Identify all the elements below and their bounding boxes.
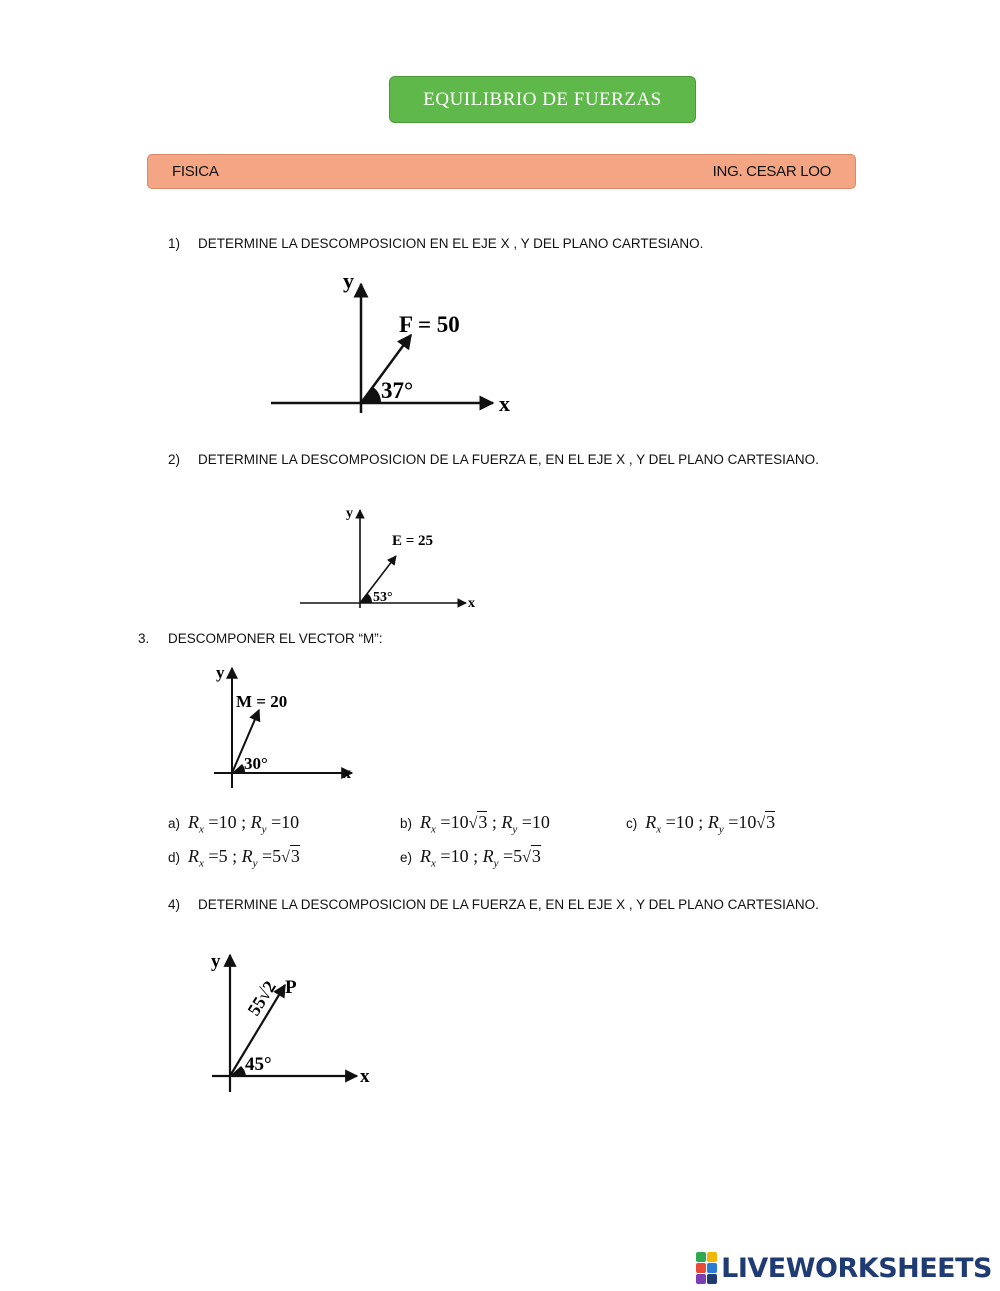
option-expression: $R_x =10$ ; $R_y =10$ <box>188 812 300 836</box>
y-axis-label: y <box>211 951 221 972</box>
option-letter: d) <box>168 850 181 866</box>
question-1 <box>168 236 703 251</box>
option-letter: c) <box>626 816 638 832</box>
worksheet-title: EQUILIBRIO DE FUERZAS <box>389 76 696 123</box>
option-e[interactable] <box>400 846 541 870</box>
y-axis-label: y <box>343 268 354 293</box>
option-c[interactable] <box>626 812 775 836</box>
question-text: DETERMINE LA DESCOMPOSICION DE LA FUERZA E, EN EL EJE X , Y DEL PLANO CARTESIANO. <box>198 452 819 467</box>
diagram-f <box>265 268 545 418</box>
angle-label: 53° <box>373 590 393 605</box>
option-expression: $R_x =10√3$ ; $R_y =10$ <box>420 812 550 836</box>
question-number: 4) <box>168 897 181 912</box>
liveworksheets-logo <box>696 1252 992 1284</box>
diagram-e <box>298 502 498 612</box>
y-axis-label: y <box>346 506 353 521</box>
logo-mark-icon <box>696 1252 717 1284</box>
option-letter: e) <box>400 850 413 866</box>
angle-label: 45° <box>245 1054 272 1075</box>
question-number: 3. <box>138 631 150 646</box>
option-expression: $R_x =10$ ; $R_y =5√3$ <box>420 846 541 870</box>
teacher-label: ING. CESAR LOO <box>712 163 831 180</box>
question-text: DETERMINE LA DESCOMPOSICION EN EL EJE X , Y DEL PLANO CARTESIANO. <box>198 236 704 251</box>
x-axis-label: x <box>343 765 351 782</box>
option-letter: a) <box>168 816 181 832</box>
brand-name: LIVEWORKSHEETS <box>721 1252 992 1284</box>
option-a[interactable] <box>168 812 299 836</box>
question-text: DESCOMPONER EL VECTOR “M”: <box>168 631 383 646</box>
y-axis-label: y <box>216 663 225 682</box>
magnitude-label: 55√2 <box>243 977 280 1020</box>
question-number: 2) <box>168 452 181 467</box>
angle-label: 37° <box>381 378 414 403</box>
x-axis-label: x <box>360 1066 370 1087</box>
question-number: 1) <box>168 236 181 251</box>
question-4 <box>168 897 819 912</box>
diagram-p <box>205 945 385 1095</box>
subject-label: FISICA <box>172 163 219 180</box>
x-axis-label: x <box>499 391 510 416</box>
option-expression: $R_x =5$ ; $R_y =5√3$ <box>188 846 300 870</box>
header-bar <box>147 154 856 189</box>
option-d[interactable] <box>168 846 300 870</box>
option-expression: $R_x =10$ ; $R_y =10√3$ <box>645 812 776 836</box>
question-3 <box>138 631 383 646</box>
question-text: DETERMINE LA DESCOMPOSICION DE LA FUERZA E, EN EL EJE X , Y DEL PLANO CARTESIANO. <box>198 897 819 912</box>
vector-label: P <box>285 977 297 998</box>
vector-label: E = 25 <box>392 533 434 549</box>
vector-label: M = 20 <box>236 692 288 711</box>
option-b[interactable] <box>400 812 550 836</box>
vector-label: F = 50 <box>399 312 460 337</box>
angle-marker <box>360 593 372 603</box>
option-letter: b) <box>400 816 413 832</box>
angle-label: 30° <box>244 754 268 773</box>
question-2 <box>168 452 819 467</box>
x-axis-label: x <box>468 596 475 611</box>
diagram-m <box>212 660 372 790</box>
